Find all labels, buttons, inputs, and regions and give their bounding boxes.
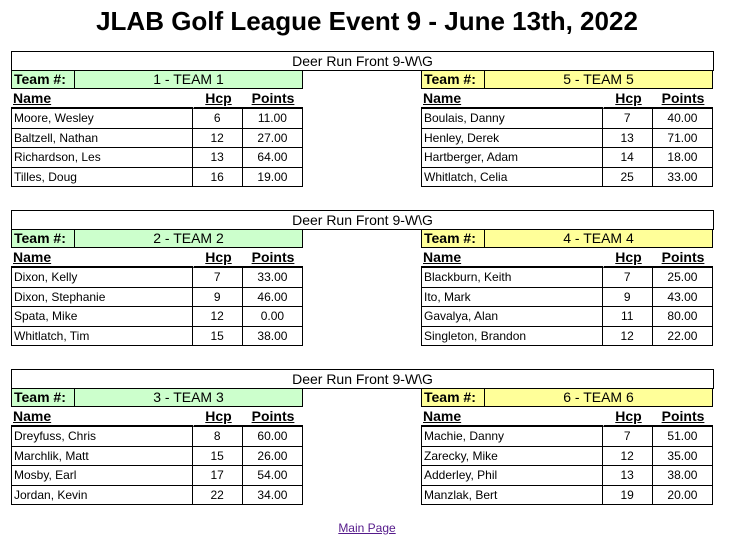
player-hcp: 19 — [602, 486, 652, 505]
table-row — [421, 288, 713, 308]
player-hcp: 7 — [602, 268, 652, 287]
points-header: Points — [653, 248, 713, 268]
player-hcp: 14 — [602, 148, 652, 167]
event-group-1 — [11, 51, 714, 190]
player-hcp: 16 — [192, 168, 242, 187]
player-points: 40.00 — [652, 109, 712, 128]
hcp-header: Hcp — [193, 407, 243, 427]
table-row — [11, 268, 303, 288]
table-row — [421, 447, 713, 467]
table-row — [421, 486, 713, 506]
team-table-left — [11, 388, 303, 505]
table-row — [421, 129, 713, 149]
course-name: Deer Run Front 9-W\G — [11, 210, 714, 230]
player-name: Dixon, Kelly — [14, 270, 78, 284]
player-hcp: 13 — [602, 466, 652, 485]
player-hcp: 6 — [192, 109, 242, 128]
table-row — [11, 129, 303, 149]
table-row — [11, 288, 303, 308]
player-points: 22.00 — [652, 327, 712, 346]
player-hcp: 12 — [602, 447, 652, 466]
player-points: 46.00 — [242, 288, 302, 307]
team-label: Team #: — [12, 230, 74, 247]
player-name: Mosby, Earl — [14, 468, 77, 482]
player-points: 34.00 — [242, 486, 302, 505]
player-hcp: 15 — [192, 327, 242, 346]
table-row — [421, 307, 713, 327]
player-points: 38.00 — [652, 466, 712, 485]
table-row — [11, 168, 303, 188]
player-hcp: 15 — [192, 447, 242, 466]
player-points: 27.00 — [242, 129, 302, 148]
player-hcp: 12 — [192, 307, 242, 326]
team-name: 2 - TEAM 2 — [74, 230, 302, 247]
player-points: 64.00 — [242, 148, 302, 167]
player-hcp: 8 — [192, 427, 242, 446]
player-name: Dreyfuss, Chris — [14, 429, 97, 443]
player-hcp: 9 — [192, 288, 242, 307]
hcp-header: Hcp — [603, 407, 653, 427]
team-label: Team #: — [422, 71, 484, 88]
table-row — [11, 109, 303, 129]
team-name: 1 - TEAM 1 — [74, 71, 302, 88]
player-name: Dixon, Stephanie — [14, 289, 106, 304]
player-points: 71.00 — [652, 129, 712, 148]
player-name: Baltzell, Nathan — [14, 130, 99, 145]
player-points: 33.00 — [242, 268, 302, 287]
team-label: Team #: — [12, 389, 74, 406]
team-label: Team #: — [422, 230, 484, 247]
footer — [0, 521, 734, 535]
player-hcp: 25 — [602, 168, 652, 187]
player-points: 25.00 — [652, 268, 712, 287]
team-table-left — [11, 229, 303, 346]
player-points: 26.00 — [242, 447, 302, 466]
player-name: Singleton, Brandon — [424, 328, 527, 343]
player-points: 11.00 — [242, 109, 302, 128]
player-hcp: 17 — [192, 466, 242, 485]
player-hcp: 7 — [192, 268, 242, 287]
player-name: Boulais, Danny — [424, 111, 505, 125]
hcp-header: Hcp — [193, 89, 243, 109]
player-name: Gavalya, Alan — [424, 309, 499, 323]
points-header: Points — [653, 89, 713, 109]
player-hcp: 7 — [602, 427, 652, 446]
player-name: Ito, Mark — [424, 289, 471, 304]
player-points: 60.00 — [242, 427, 302, 446]
team-table-left — [11, 70, 303, 187]
player-hcp: 12 — [192, 129, 242, 148]
player-name: Hartberger, Adam — [424, 150, 519, 164]
team-name: 5 - TEAM 5 — [484, 71, 712, 88]
hcp-header: Hcp — [193, 248, 243, 268]
team-label: Team #: — [422, 389, 484, 406]
points-header: Points — [653, 407, 713, 427]
player-points: 38.00 — [242, 327, 302, 346]
name-header: Name — [11, 407, 193, 427]
table-row — [11, 148, 303, 168]
hcp-header: Hcp — [603, 89, 653, 109]
name-header: Name — [11, 89, 193, 109]
team-table-right — [421, 388, 713, 505]
table-row — [421, 168, 713, 188]
table-row — [421, 268, 713, 288]
team-table-right — [421, 229, 713, 346]
team-name: 6 - TEAM 6 — [484, 389, 712, 406]
team-name: 3 - TEAM 3 — [74, 389, 302, 406]
player-name: Adderley, Phil — [424, 468, 498, 482]
name-header: Name — [421, 89, 603, 109]
player-name: Manzlak, Bert — [424, 487, 498, 502]
player-hcp: 13 — [602, 129, 652, 148]
name-header: Name — [421, 407, 603, 427]
player-points: 20.00 — [652, 486, 712, 505]
player-points: 51.00 — [652, 427, 712, 446]
table-row — [11, 486, 303, 506]
player-name: Marchlik, Matt — [14, 448, 89, 463]
player-name: Tilles, Doug — [14, 169, 77, 184]
main-page-link[interactable]: Main Page — [338, 521, 396, 535]
table-row — [11, 447, 303, 467]
team-name: 4 - TEAM 4 — [484, 230, 712, 247]
table-row — [11, 466, 303, 486]
course-name: Deer Run Front 9-W\G — [11, 51, 714, 71]
table-row — [421, 327, 713, 347]
player-name: Blackburn, Keith — [424, 270, 512, 284]
player-name: Jordan, Kevin — [14, 487, 88, 502]
team-label: Team #: — [12, 71, 74, 88]
points-header: Points — [243, 248, 303, 268]
player-points: 33.00 — [652, 168, 712, 187]
player-name: Whitlatch, Tim — [14, 328, 90, 343]
player-hcp: 22 — [192, 486, 242, 505]
points-header: Points — [243, 407, 303, 427]
course-name: Deer Run Front 9-W\G — [11, 369, 714, 389]
table-row — [421, 427, 713, 447]
player-name: Zarecky, Mike — [424, 448, 498, 463]
table-row — [11, 327, 303, 347]
hcp-header: Hcp — [603, 248, 653, 268]
player-points: 0.00 — [242, 307, 302, 326]
team-table-right — [421, 70, 713, 187]
table-row — [421, 148, 713, 168]
event-group-3 — [11, 369, 714, 508]
player-points: 54.00 — [242, 466, 302, 485]
page-title: JLAB Golf League Event 9 - June 13th, 2022 — [96, 6, 638, 36]
player-points: 19.00 — [242, 168, 302, 187]
player-points: 43.00 — [652, 288, 712, 307]
player-name: Machie, Danny — [424, 429, 505, 443]
player-hcp: 11 — [602, 307, 652, 326]
player-hcp: 12 — [602, 327, 652, 346]
event-group-2 — [11, 210, 714, 349]
player-name: Moore, Wesley — [14, 111, 94, 125]
player-points: 80.00 — [652, 307, 712, 326]
player-hcp: 7 — [602, 109, 652, 128]
player-hcp: 13 — [192, 148, 242, 167]
table-row — [421, 466, 713, 486]
name-header: Name — [11, 248, 193, 268]
player-points: 18.00 — [652, 148, 712, 167]
player-name: Richardson, Les — [14, 150, 101, 164]
player-points: 35.00 — [652, 447, 712, 466]
name-header: Name — [421, 248, 603, 268]
player-name: Spata, Mike — [14, 309, 78, 323]
player-name: Henley, Derek — [424, 130, 500, 145]
table-row — [11, 427, 303, 447]
table-row — [421, 109, 713, 129]
points-header: Points — [243, 89, 303, 109]
player-hcp: 9 — [602, 288, 652, 307]
player-name: Whitlatch, Celia — [424, 169, 508, 184]
table-row — [11, 307, 303, 327]
